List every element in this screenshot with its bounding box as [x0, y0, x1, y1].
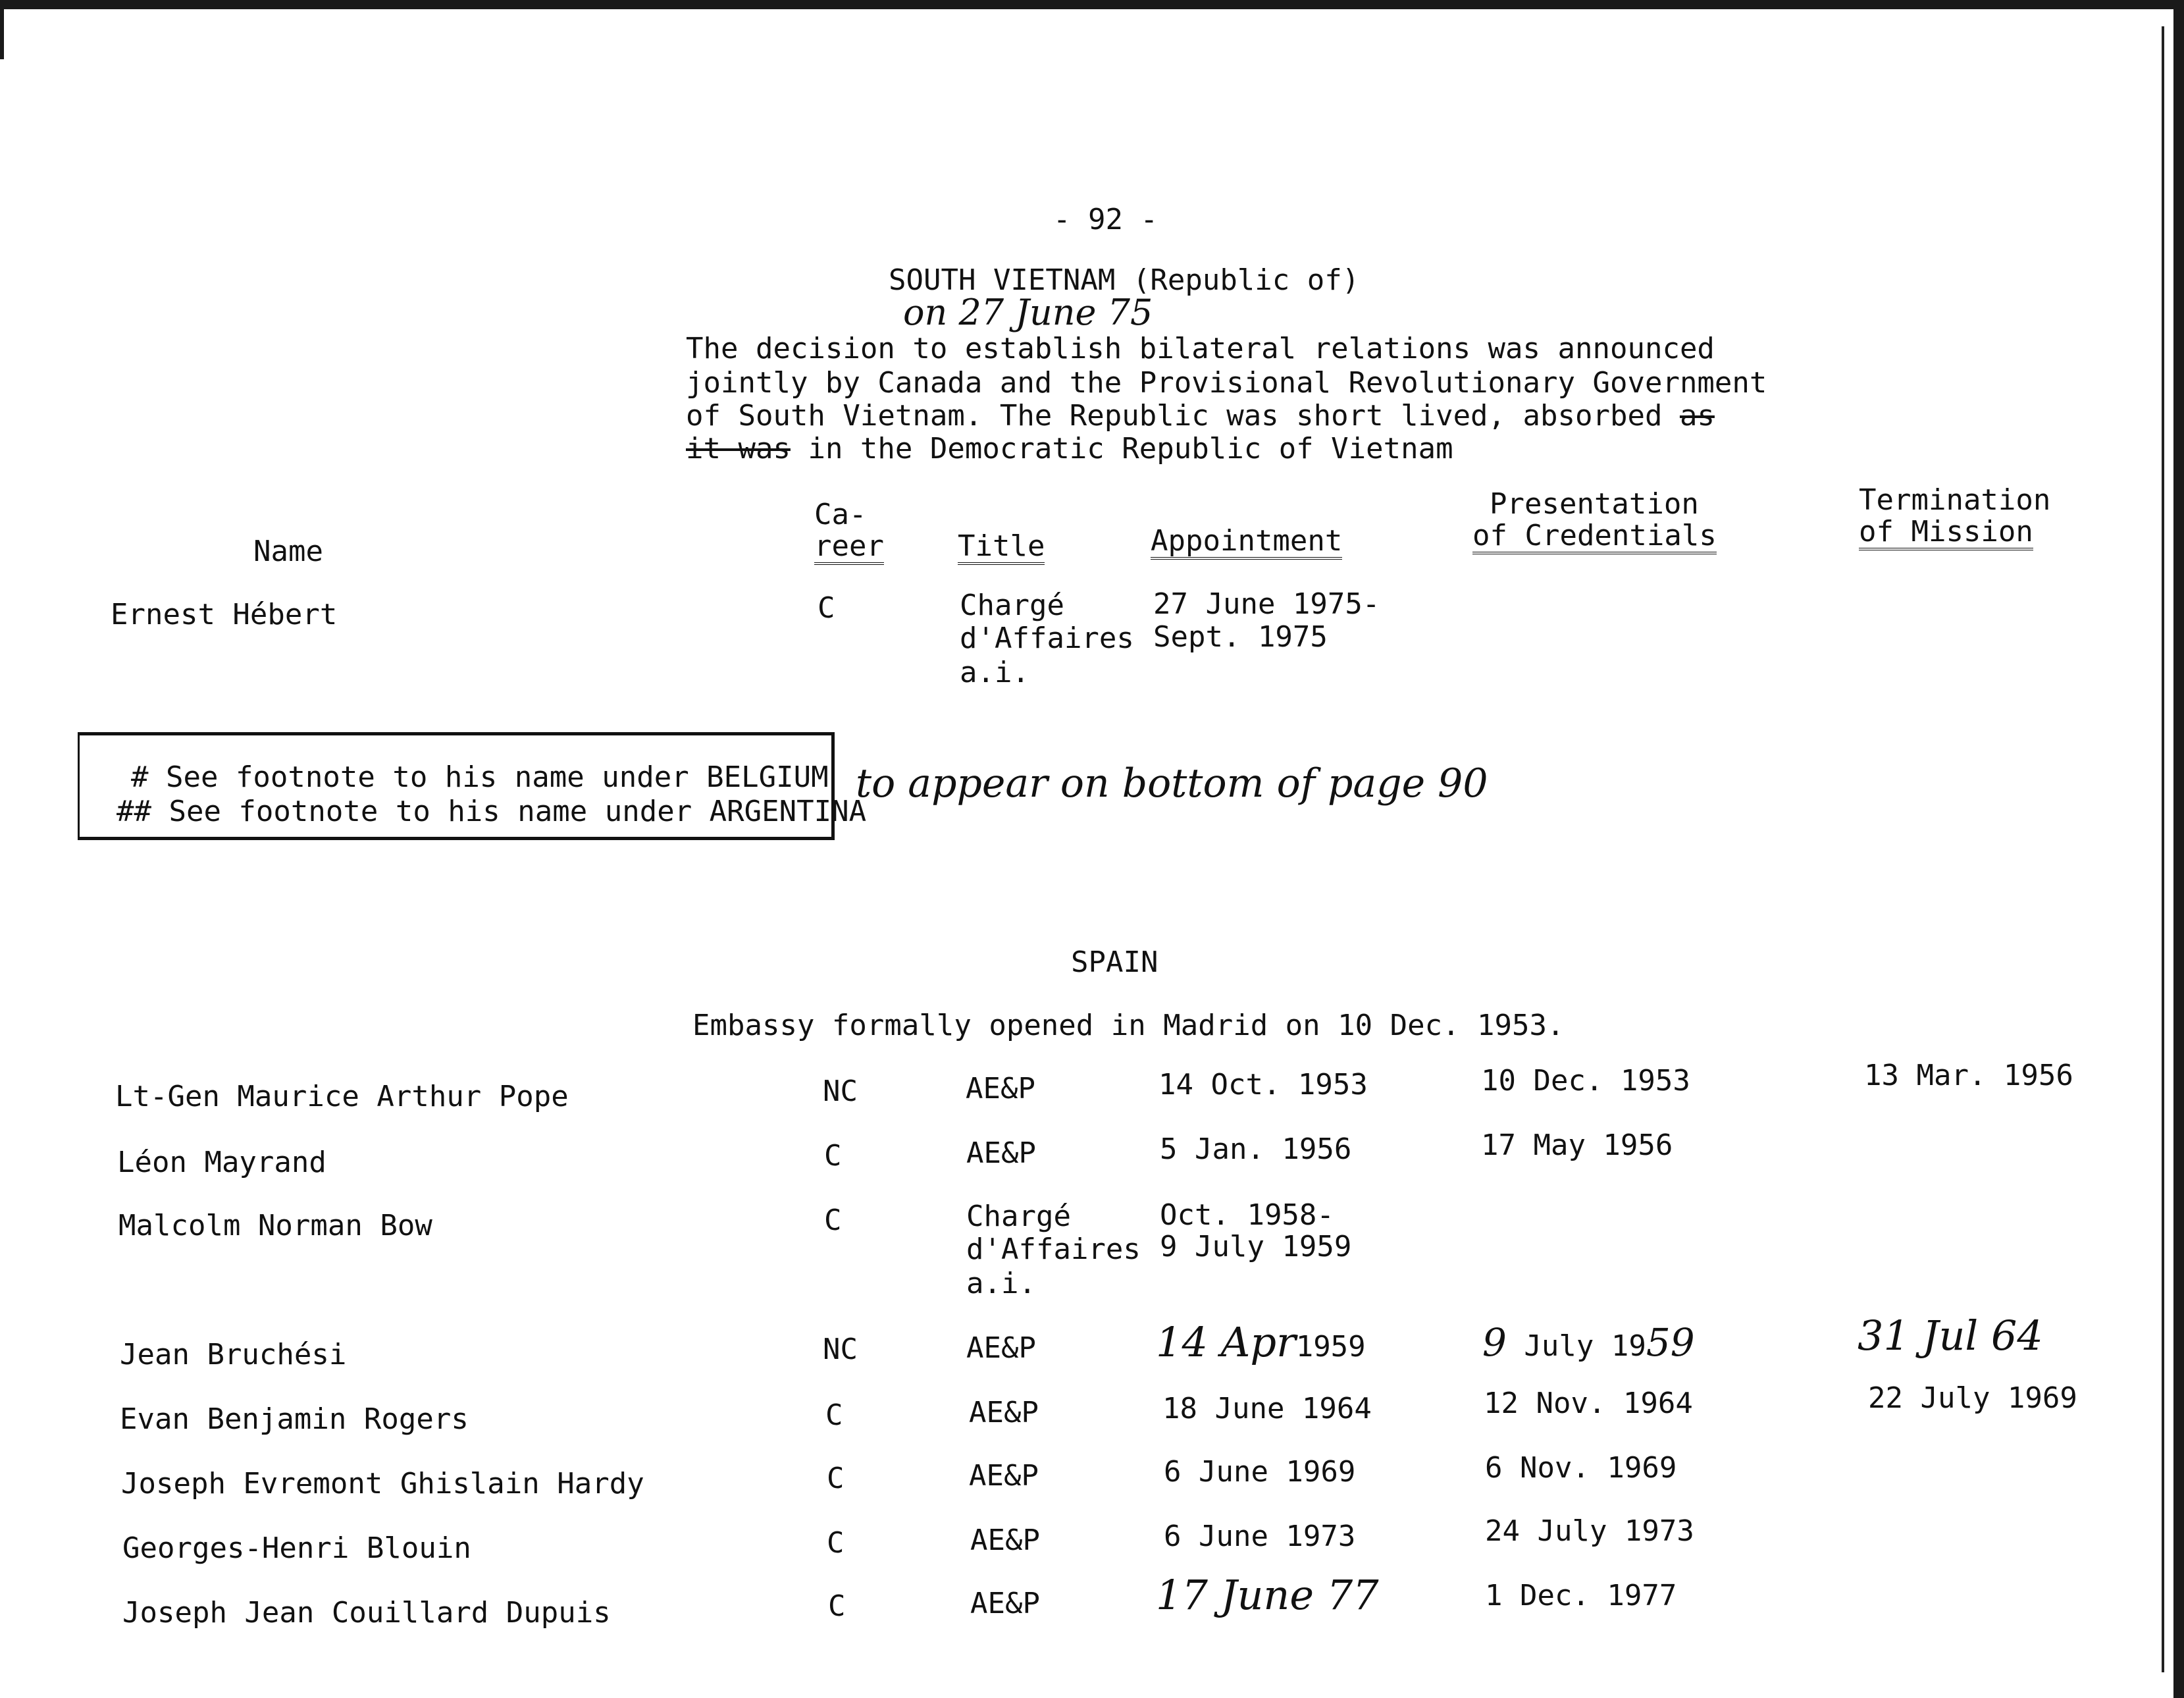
vietnam-paragraph-line-2: jointly by Canada and the Provisional Revolutionary Government: [686, 366, 1767, 400]
spain-row-career: C: [827, 1462, 845, 1495]
spain-row-title: AE&P: [969, 1396, 1039, 1429]
spain-row-career: C: [825, 1398, 843, 1432]
vietnam-row-title-2: d'Affaires: [960, 622, 1134, 655]
spain-row-name: Joseph Jean Couillard Dupuis: [122, 1596, 611, 1630]
footnote-argentina: ## See footnote to his name under ARGENTINA: [117, 795, 867, 828]
handwritten-termination-date: 31 Jul 64: [1858, 1312, 2043, 1360]
handwritten-presentation-year: 59: [1646, 1320, 1695, 1365]
spain-row-name: Malcolm Norman Bow: [118, 1209, 432, 1242]
spain-row-presentation: 1 Dec. 1977: [1485, 1579, 1677, 1612]
spain-row-termination: 13 Mar. 1956: [1864, 1059, 2073, 1092]
south-vietnam-heading: SOUTH VIETNAM (Republic of): [889, 263, 1360, 297]
typed-appointment-year: 1959: [1295, 1330, 1366, 1364]
spain-row-name: Lt-Gen Maurice Arthur Pope: [115, 1080, 569, 1113]
column-header-appointment: Appointment: [1151, 527, 1342, 560]
spain-row-title: AE&P: [966, 1136, 1036, 1170]
spain-row-presentation: 17 May 1956: [1481, 1128, 1673, 1162]
footnote-belgium: # See footnote to his name under BELGIUM: [131, 760, 829, 794]
footnote-box: [78, 732, 867, 840]
column-header-presentation-1: Presentation: [1490, 487, 1699, 521]
vietnam-paragraph-line-1: The decision to establish bilateral relations was announced: [686, 332, 1715, 365]
spain-row-title: AE&P: [966, 1331, 1036, 1365]
spain-row-termination: 22 July 1969: [1868, 1381, 2077, 1415]
scan-edge-right-inner: [2162, 26, 2164, 1672]
spain-row-career: C: [828, 1589, 846, 1623]
spain-row-appointment: 5 Jan. 1956: [1160, 1132, 1352, 1166]
spain-row-career: NC: [823, 1075, 858, 1108]
column-header-presentation-2: of Credentials: [1472, 521, 1717, 554]
scan-edge-left: [0, 0, 4, 59]
column-header-termination-2: of Mission: [1859, 517, 2033, 550]
spain-row-presentation: [1482, 1320, 1695, 1365]
vietnam-row-title-3: a.i.: [960, 656, 1029, 689]
spain-row-appointment: 18 June 1964: [1162, 1392, 1372, 1425]
spain-row-name: Georges-Henri Blouin: [122, 1531, 471, 1565]
handwritten-date-insert: on 27 June 75: [903, 292, 1153, 333]
spain-row-title: AE&P: [970, 1587, 1040, 1620]
struck-text-as: as: [1679, 399, 1715, 433]
vietnam-paragraph-line-3: [686, 399, 1715, 433]
spain-row-career: C: [824, 1204, 842, 1237]
spain-row-title-3: a.i.: [966, 1267, 1036, 1300]
vietnam-row-career: C: [818, 591, 835, 625]
spain-row-career: C: [827, 1526, 845, 1560]
spain-row-name: Evan Benjamin Rogers: [120, 1402, 469, 1436]
typed-presentation-date: July 19: [1524, 1329, 1646, 1363]
spain-row-presentation: 6 Nov. 1969: [1485, 1451, 1677, 1485]
column-header-career-2: reer: [814, 532, 884, 565]
vietnam-row-name: Ernest Hébert: [111, 598, 338, 631]
handwritten-note: to appear on bottom of page 90: [856, 760, 1488, 807]
column-header-title: Title: [958, 532, 1045, 565]
spain-row-name: Jean Bruchési: [120, 1338, 347, 1371]
scan-edge-right: [2173, 0, 2184, 1698]
handwritten-appointment-date: 14 Apr: [1156, 1318, 1296, 1366]
spain-row-title: AE&P: [966, 1072, 1035, 1105]
handwritten-presentation-day: 9: [1482, 1320, 1507, 1365]
column-header-termination-1: Termination: [1859, 483, 2051, 517]
spain-row-presentation: 12 Nov. 1964: [1484, 1387, 1693, 1420]
spain-row-career: C: [824, 1139, 842, 1173]
column-header-career-1: Ca-: [814, 498, 867, 531]
spain-heading: SPAIN: [1071, 945, 1158, 979]
spain-subheading: Embassy formally opened in Madrid on 10 Dec. 1953.: [692, 1009, 1565, 1042]
vietnam-paragraph-line-4-text: in the Democratic Republic of Vietnam: [808, 432, 1453, 465]
spain-row-name: Léon Mayrand: [117, 1146, 326, 1179]
spain-row-name: Joseph Evremont Ghislain Hardy: [121, 1467, 644, 1500]
spain-row-appointment-2: 9 July 1959: [1160, 1230, 1352, 1263]
spain-row-appointment: 14 Oct. 1953: [1158, 1068, 1368, 1101]
page-number: - 92 -: [1053, 203, 1158, 236]
spain-row-appointment: 6 June 1969: [1164, 1455, 1356, 1489]
spain-row-appointment-1: Oct. 1958-: [1160, 1198, 1334, 1232]
vietnam-row-title-1: Chargé: [960, 589, 1064, 622]
spain-row-appointment: [1156, 1318, 1366, 1366]
handwritten-appointment-date: 17 June 77: [1156, 1571, 1379, 1619]
spain-row-presentation: 24 July 1973: [1485, 1514, 1694, 1548]
vietnam-paragraph-line-3-text: of South Vietnam. The Republic was short lived, absorbed: [686, 399, 1663, 433]
spain-row-title: AE&P: [970, 1524, 1040, 1557]
spain-row-title-1: Chargé: [966, 1200, 1071, 1233]
column-header-name: Name: [253, 535, 323, 568]
spain-row-title-2: d'Affaires: [966, 1233, 1141, 1266]
spain-row-career: NC: [823, 1333, 858, 1366]
vietnam-paragraph-line-4: [686, 432, 1453, 465]
spain-row-title: AE&P: [969, 1459, 1039, 1493]
spain-row-presentation: 10 Dec. 1953: [1481, 1064, 1690, 1098]
scan-edge-top: [0, 0, 2184, 9]
struck-text-it-was: it was: [686, 432, 791, 465]
vietnam-row-appointment-2: Sept. 1975: [1153, 620, 1328, 654]
vietnam-row-appointment-1: 27 June 1975-: [1153, 587, 1380, 621]
spain-row-appointment: 6 June 1973: [1164, 1520, 1356, 1553]
